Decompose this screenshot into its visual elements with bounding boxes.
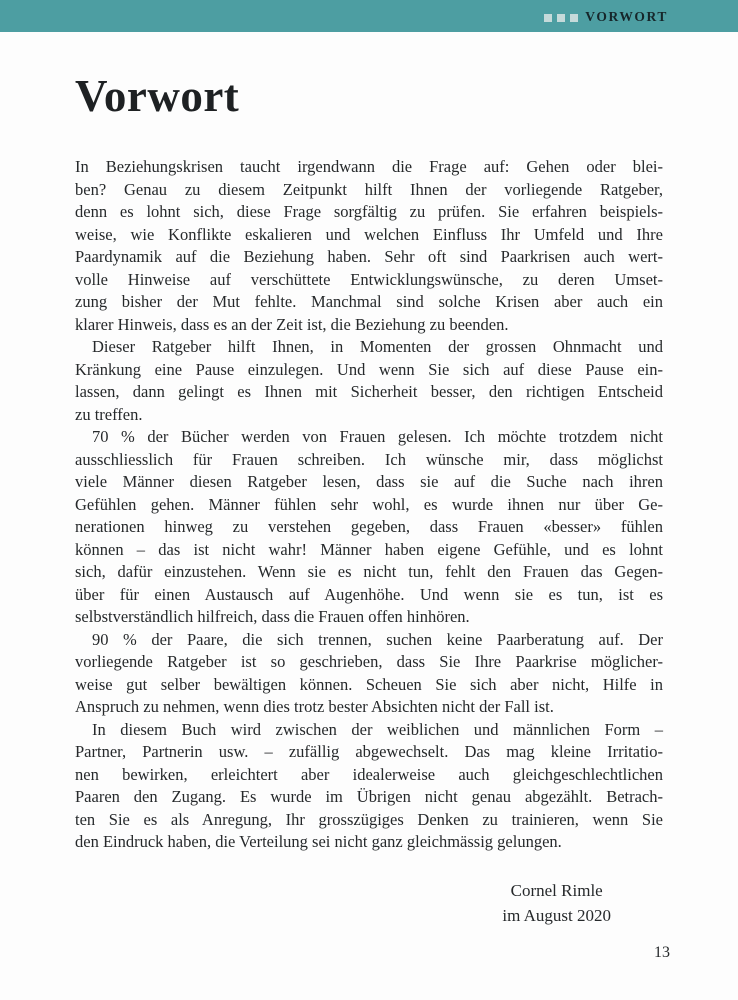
text-line: weise, wie Konflikte eskalieren und welchen Einfluss Ihr Umfeld und Ihre xyxy=(75,224,663,244)
running-header-bar xyxy=(0,0,738,32)
text-line: ben? Genau zu diesem Zeitpunkt hilft Ihnen der vorliegende Ratgeber, xyxy=(75,179,663,199)
paragraph xyxy=(75,629,663,719)
signature-inner xyxy=(502,878,611,928)
header-squares-decoration xyxy=(544,11,578,22)
text-line: Anspruch zu nehmen, wenn dies trotz bester Absichten nicht der Fall ist. xyxy=(75,697,554,716)
body-text xyxy=(75,156,663,854)
signature-block xyxy=(75,878,663,928)
paragraph xyxy=(75,426,663,629)
text-line: klarer Hinweis, dass es an der Zeit ist, die Beziehung zu beenden. xyxy=(75,314,509,334)
text-line: nerationen hinweg zu verstehen gegeben, dass Frauen «besser» fühlen xyxy=(75,517,663,536)
text-line: In Beziehungskrisen taucht irgendwann die Frage auf: Gehen oder blei- xyxy=(75,157,663,176)
page-content xyxy=(0,32,738,928)
text-line: können – das ist nicht wahr! Männer haben eigene Gefühle, und es lohnt xyxy=(75,539,663,559)
text-line: Gefühlen gehen. Männer fühlen sehr wohl, es wurde ihnen nur über Ge- xyxy=(75,494,663,514)
square-icon xyxy=(570,14,578,22)
square-icon xyxy=(544,14,552,22)
signature-name: Cornel Rimle xyxy=(510,880,603,900)
text-line: volle Hinweise auf verschüttete Entwicklungswünsche, zu deren Umset- xyxy=(75,269,663,289)
running-header-title: VORWORT xyxy=(585,9,668,24)
text-line: sich, dafür einzustehen. Wenn sie es nicht tun, fehlt den Frauen das Gegen- xyxy=(75,562,663,581)
text-line: ten Sie es als Anregung, Ihr grosszügiges Denken zu trainieren, wenn Sie xyxy=(75,809,663,829)
text-line: den Eindruck haben, die Verteilung sei nicht ganz gleichmässig gelungen. xyxy=(75,832,562,851)
signature-date: im August 2020 xyxy=(502,905,611,925)
text-line: 90 % der Paare, die sich trennen, suchen keine Paarberatung auf. Der xyxy=(92,629,663,649)
text-line: lassen, dann gelingt es Ihnen mit Sicherheit besser, den richtigen Entscheid xyxy=(75,382,663,401)
text-line: Dieser Ratgeber hilft Ihnen, in Momenten der grossen Ohnmacht und xyxy=(92,337,663,356)
paragraph xyxy=(75,156,663,336)
text-line: viele Männer diesen Ratgeber lesen, dass sie auf die Suche nach ihren xyxy=(75,472,663,491)
text-line: Kränkung eine Pause einzulegen. Und wenn Sie sich auf diese Pause ein- xyxy=(75,359,663,379)
text-line: Paaren den Zugang. Es wurde im Übrigen nicht genau abgezählt. Betrach- xyxy=(75,787,663,806)
text-line: selbstverständlich hilfreich, dass die Frauen offen hinhören. xyxy=(75,607,470,626)
text-line: nen bewirken, erleichtert aber idealerweise auch gleichgeschlechtlichen xyxy=(75,764,663,784)
text-line: ausschliesslich für Frauen schreiben. Ich wünsche mir, dass möglichst xyxy=(75,449,663,469)
paragraph xyxy=(75,336,663,426)
text-line: Partner, Partnerin usw. – zufällig abgewechselt. Das mag kleine Irritatio- xyxy=(75,742,663,761)
square-icon xyxy=(557,14,565,22)
paragraph xyxy=(75,719,663,854)
text-line: denn es lohnt sich, diese Frage sorgfältig zu prüfen. Sie erfahren beispiels- xyxy=(75,202,663,221)
text-line: In diesem Buch wird zwischen der weiblichen und männlichen Form – xyxy=(92,719,663,739)
text-line: Paardynamik auf die Beziehung haben. Sehr oft sind Paarkrisen auch wert- xyxy=(75,247,663,266)
page-number: 13 xyxy=(654,944,670,961)
text-line: über für einen Austausch auf Augenhöhe. Und wenn sie es tun, ist es xyxy=(75,584,663,604)
text-line: zu treffen. xyxy=(75,404,143,424)
text-line: 70 % der Bücher werden von Frauen gelesen. Ich möchte trotzdem nicht xyxy=(92,427,663,446)
page-title: Vorwort xyxy=(75,71,240,121)
text-line: weise gut selber bewältigen können. Scheuen Sie sich aber nicht, Hilfe in xyxy=(75,674,663,694)
text-line: zung bisher der Mut fehlte. Manchmal sind solche Krisen aber auch ein xyxy=(75,292,663,311)
text-line: vorliegende Ratgeber ist so geschrieben, dass Sie Ihre Paarkrise möglicher- xyxy=(75,652,663,671)
